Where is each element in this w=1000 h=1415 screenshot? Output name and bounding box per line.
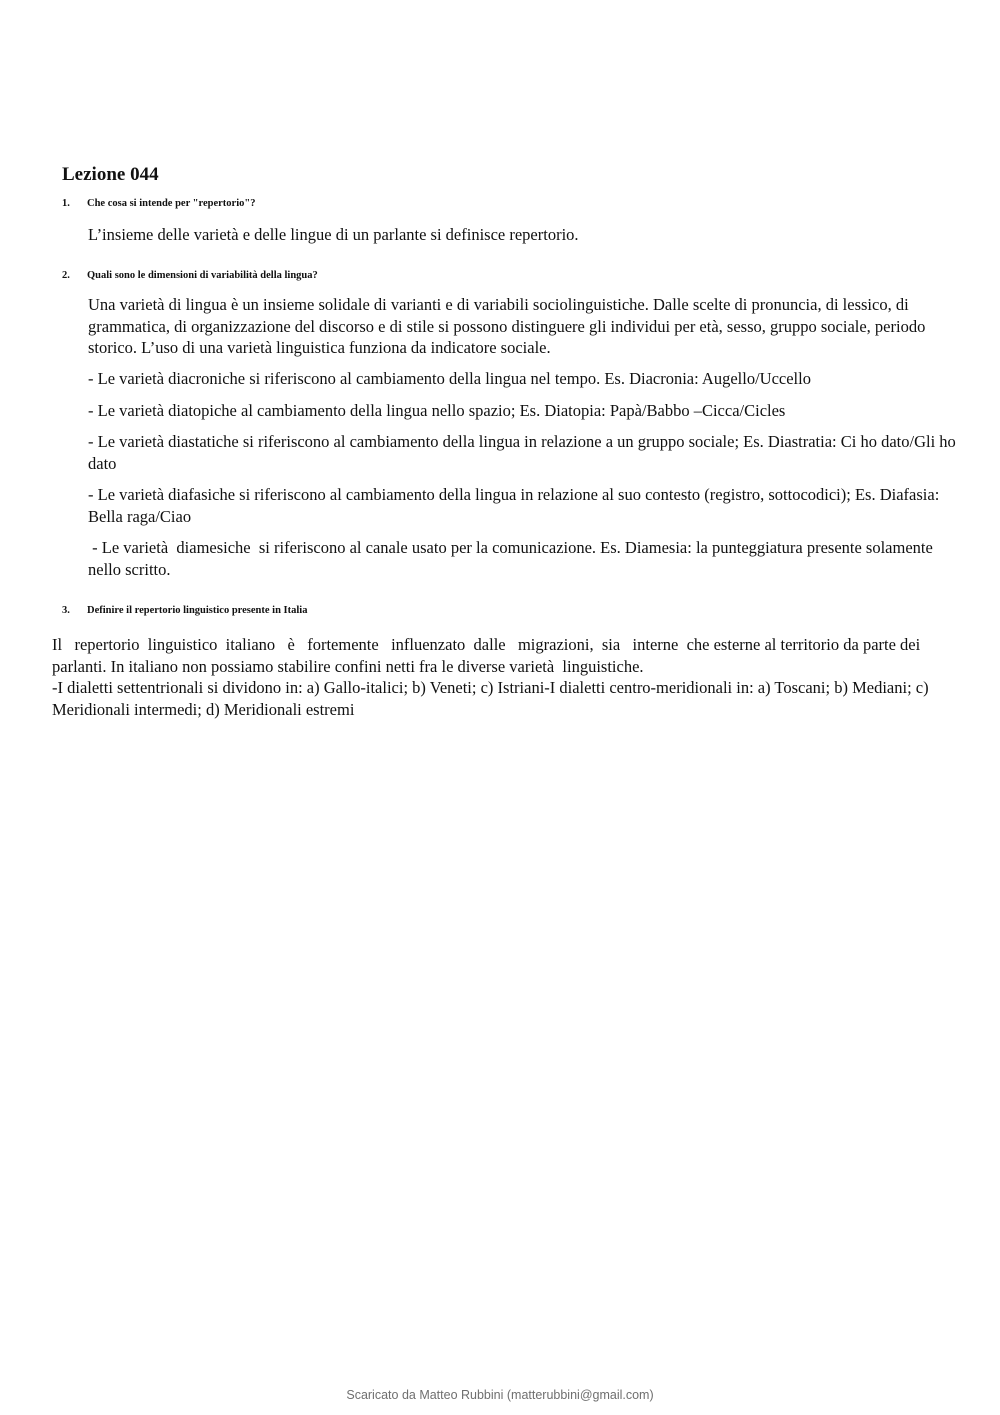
lesson-title: Lezione 044	[62, 164, 159, 185]
question-1	[62, 197, 255, 211]
answer-3-repertorio: Il repertorio linguistico italiano è fortemente influenzato dalle migrazioni, sia interne che esterne al territorio da parte dei parlanti. In italiano non possiamo stabilire confini netti fra le diverse varietà linguistiche.	[52, 635, 925, 676]
answer-2-diastatiche: - Le varietà diastatiche si riferiscono al cambiamento della lingua in relazione a un gruppo sociale; Es. Diastratia: Ci ho dato/Gli ho dato	[88, 432, 956, 473]
download-footer: Scaricato da Matteo Rubbini (matterubbini@gmail.com)	[346, 1388, 654, 1402]
question-2	[62, 269, 318, 283]
answer-2-diamesiche: - Le varietà diamesiche si riferiscono al canale usato per la comunicazione. Es. Diamesia: la punteggiatura presente solamente nello scritto.	[88, 538, 937, 579]
question-text: Quali sono le dimensioni di variabilità della lingua?	[87, 270, 318, 281]
question-text: Definire il repertorio linguistico presente in Italia	[87, 605, 308, 616]
question-number: 1.	[62, 198, 70, 209]
answer-1-paragraph: L’insieme delle varietà e delle lingue di un parlante si definisce repertorio.	[88, 225, 579, 244]
answer-2-diafasiche: - Le varietà diafasiche si riferiscono al cambiamento della lingua in relazione al suo contesto (registro, sottocodici); Es. Diafasia: Bella raga/Ciao	[88, 485, 940, 526]
answer-2-diatopiche: - Le varietà diatopiche al cambiamento della lingua nello spazio; Es. Diatopia: Papà/Babbo –Cicca/Cicles	[88, 401, 786, 420]
question-text: Che cosa si intende per "repertorio"?	[87, 198, 256, 209]
answer-2-diacroniche: - Le varietà diacroniche si riferiscono al cambiamento della lingua nel tempo. Es. Diacronia: Augello/Uccello	[88, 369, 811, 388]
answer-3-dialetti: -I dialetti settentrionali si dividono in: a) Gallo-italici; b) Veneti; c) Istriani-I dialetti centro-meridionali in: a) Toscani; b) Mediani; c) Meridionali intermedi; d) Meridionali estremi	[52, 678, 929, 719]
question-number: 2.	[62, 270, 70, 281]
question-number: 3.	[62, 605, 70, 616]
question-3	[62, 604, 307, 618]
answer-2-intro: Una varietà di lingua è un insieme solidale di varianti e di variabili sociolinguistiche. Dalle scelte di pronuncia, di lessico, di grammatica, di organizzazione del discorso e di stile si possono distinguere gli individui per età, sesso, gruppo sociale, periodo storico. L’uso di una varietà linguistica funziona da indicatore sociale.	[88, 295, 926, 357]
